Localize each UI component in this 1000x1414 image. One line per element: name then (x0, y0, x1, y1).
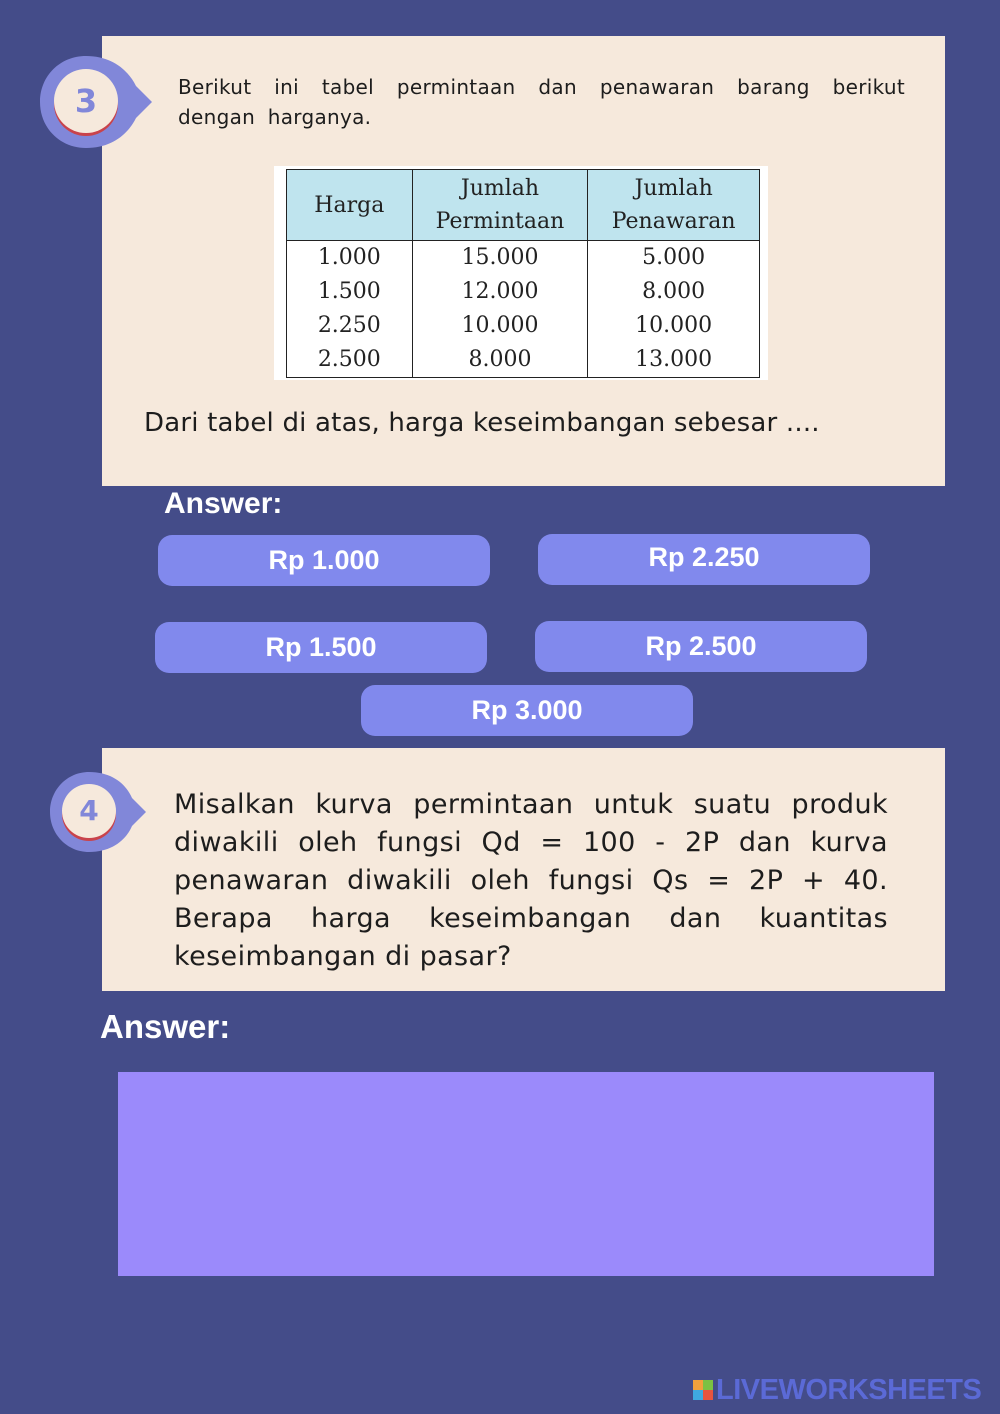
liveworksheets-grid-icon (693, 1380, 713, 1400)
table-cell: 2.250 (287, 309, 413, 343)
option-rp-2250-button[interactable]: Rp 2.250 (538, 534, 870, 585)
table-row (287, 309, 760, 343)
table-cell: 13.000 (588, 343, 760, 378)
table-cell: 10.000 (412, 309, 588, 343)
answer-label: Answer: (164, 487, 283, 520)
logo-text: LIVEWORKSHEETS (716, 1373, 982, 1406)
question-number-badge (40, 56, 148, 148)
question-number: 3 (74, 82, 98, 120)
table-header-line: Permintaan (435, 209, 565, 234)
table-cell: 15.000 (412, 241, 588, 276)
table-cell: 2.500 (287, 343, 413, 378)
table-cell: 8.000 (588, 275, 760, 309)
option-rp-2500-button[interactable]: Rp 2.500 (535, 621, 867, 672)
question-3-text: Berikut ini tabel permintaan dan penawaran barang berikut dengan harganya. (178, 75, 905, 129)
table-cell: 5.000 (588, 241, 760, 276)
table-row (287, 343, 760, 378)
table-header-cell (287, 170, 413, 241)
answer-label: Answer: (100, 1008, 231, 1045)
table-header-line: Jumlah (634, 176, 713, 201)
option-rp-1000-button[interactable]: Rp 1.000 (158, 535, 490, 586)
question-4-text: Misalkan kurva permintaan untuk suatu produk diwakili oleh fungsi Qd = 100 - 2P dan kurva penawaran diwakili oleh fungsi Qs = 2P + 40. Berapa harga keseimbangan dan kuantitas keseimbangan di pasar? (174, 789, 888, 972)
option-rp-1500-button[interactable]: Rp 1.500 (155, 622, 487, 673)
question-3-prompt: Dari tabel di atas, harga keseimbangan sebesar .... (144, 408, 820, 438)
table-row (287, 241, 760, 276)
option-rp-3000-button[interactable]: Rp 3.000 (361, 685, 693, 736)
table-cell: 10.000 (588, 309, 760, 343)
table-header-cell (588, 170, 760, 241)
table-header-line: Jumlah (460, 176, 540, 201)
question-number: 4 (79, 794, 99, 827)
table-cell: 8.000 (412, 343, 588, 378)
table-header-cell (412, 170, 588, 241)
table-row (287, 275, 760, 309)
question-number-badge (50, 772, 150, 852)
liveworksheets-logo[interactable] (693, 1374, 981, 1406)
table-header-row (287, 170, 760, 241)
supply-demand-table-image (274, 166, 768, 380)
table-header-line: Penawaran (611, 209, 736, 234)
table-cell: 1.000 (287, 241, 413, 276)
table-header-line: Harga (314, 192, 385, 218)
table-cell: 12.000 (412, 275, 588, 309)
answer-text-input[interactable] (118, 1072, 934, 1276)
table-cell: 1.500 (287, 275, 413, 309)
supply-demand-table (286, 169, 760, 378)
